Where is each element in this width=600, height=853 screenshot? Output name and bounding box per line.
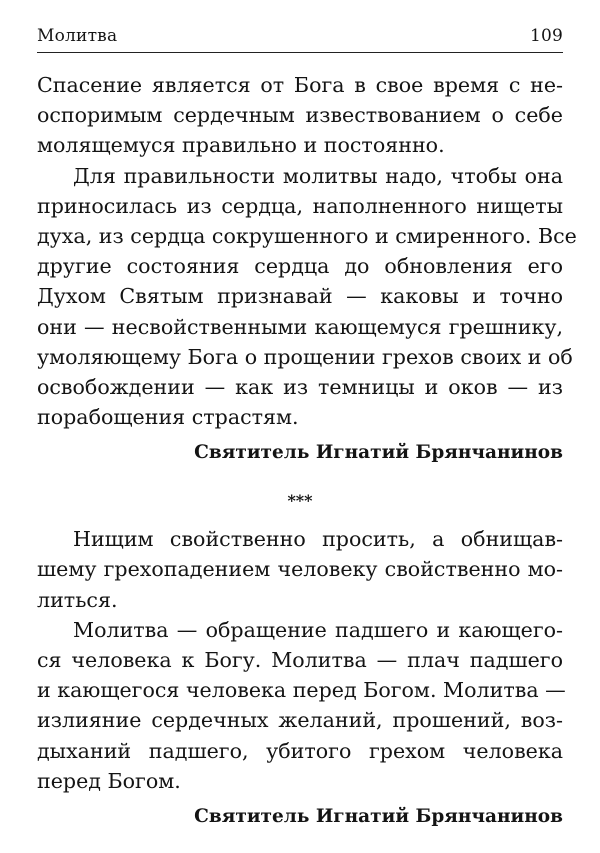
text-line: молящемуся правильно и постоянно. — [37, 133, 445, 158]
text-line: порабощения страстям. — [37, 405, 299, 430]
section-title: Молитва — [37, 26, 118, 46]
text-line: приносилась из сердца, наполненного нищеты — [37, 193, 563, 218]
text-line: Спасение является от Бога в свое время с не- — [37, 73, 563, 97]
text-line: и кающегося человека перед Богом. Молитва — — [37, 678, 566, 703]
block1-paragraph1 — [37, 70, 563, 161]
header-rule — [37, 52, 563, 53]
block2-paragraph1 — [37, 524, 563, 615]
author-attribution: Святитель Игнатий Брянчанинов — [194, 805, 563, 827]
block2-paragraph2 — [37, 615, 566, 796]
text-line: Для правильности молитвы надо, чтобы она — [73, 163, 563, 188]
text-line: умоляющему Бога о прощении грехов своих и об — [37, 344, 573, 369]
text-line: они — несвойственными кающемуся грешнику, — [37, 314, 563, 339]
text-line: Нищим свойственно просить, а обнищав- — [73, 527, 563, 552]
running-head — [37, 26, 563, 50]
text-line: шему грехопадением человеку свойственно мо- — [37, 557, 563, 582]
text-line: Духом Святым признавай — каковы и точно — [37, 284, 563, 309]
block1-paragraph2 — [37, 161, 577, 433]
text-line: ся человека к Богу. Молитва — плач падшего — [37, 648, 563, 672]
text-line: излияние сердечных желаний, прошений, воз- — [37, 708, 563, 733]
text-line: литься. — [37, 587, 118, 612]
body-text — [37, 70, 577, 832]
text-line: другие состояния сердца до обновления его — [37, 254, 563, 279]
page-number: 109 — [529, 26, 563, 46]
text-line: духа, из сердца сокрушенного и смиренного. Все — [37, 223, 577, 248]
text-line: оспоримым сердечным извествованием о себе — [37, 103, 563, 128]
text-line: Молитва — обращение падшего и кающего- — [73, 617, 563, 642]
text-line: освобождении — как из темницы и оков — из — [37, 374, 563, 399]
text-line: перед Богом. — [37, 768, 181, 793]
section-separator: *** — [287, 491, 313, 511]
author-attribution: Святитель Игнатий Брянчанинов — [194, 442, 563, 464]
text-line: дыханий падшего, убитого грехом человека — [37, 738, 563, 763]
